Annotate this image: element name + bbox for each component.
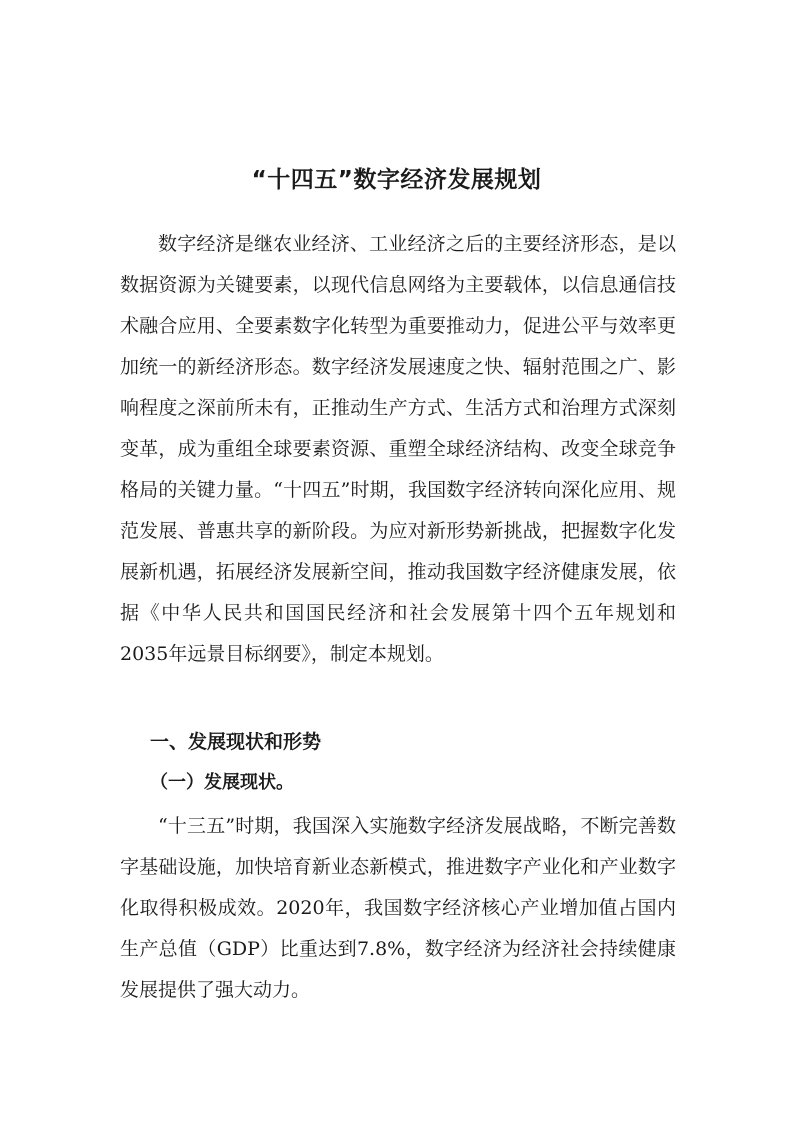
section-heading-development-status-and-situation: 一、发展现状和形势 xyxy=(150,731,322,753)
subsection-heading-development-status: （一）发展现状。 xyxy=(150,772,294,793)
status-paragraph: “十三五”时期，我国深入实施数字经济发展战略，不断完善数字基础设施，加快培育新业态新模式，推进数字产业化和产业数字化取得积极成效。2020年，我国数字经济核心产业增加值占国内生产总值（GDP）比重达到7.8%，数字经济为经济社会持续健康发展提供了强大动力。 xyxy=(120,815,676,1001)
document-title: “十四五”数字经济发展规划 xyxy=(251,167,542,193)
intro-paragraph: 数字经济是继农业经济、工业经济之后的主要经济形态，是以数据资源为关键要素，以现代信息网络为主要载体，以信息通信技术融合应用、全要素数字化转型为重要推动力，促进公平与效率更加统一的新经济形态。数字经济发展速度之快、辐射范围之广、影响程度之深前所未有，正推动生产方式、生活方式和治理方式深刻变革，成为重组全球要素资源、重塑全球经济结构、改变全球竞争格局的关键力量。“十四五”时期，我国数字经济转向深化应用、规范发展、普惠共享的新阶段。为应对新形势新挑战，把握数字化发展新机遇，拓展经济发展新空间，推动我国数字经济健康发展，依据《中华人民共和国国民经济和社会发展第十四个五年规划和2035年远景目标纲要》，制定本规划。 xyxy=(120,233,676,665)
